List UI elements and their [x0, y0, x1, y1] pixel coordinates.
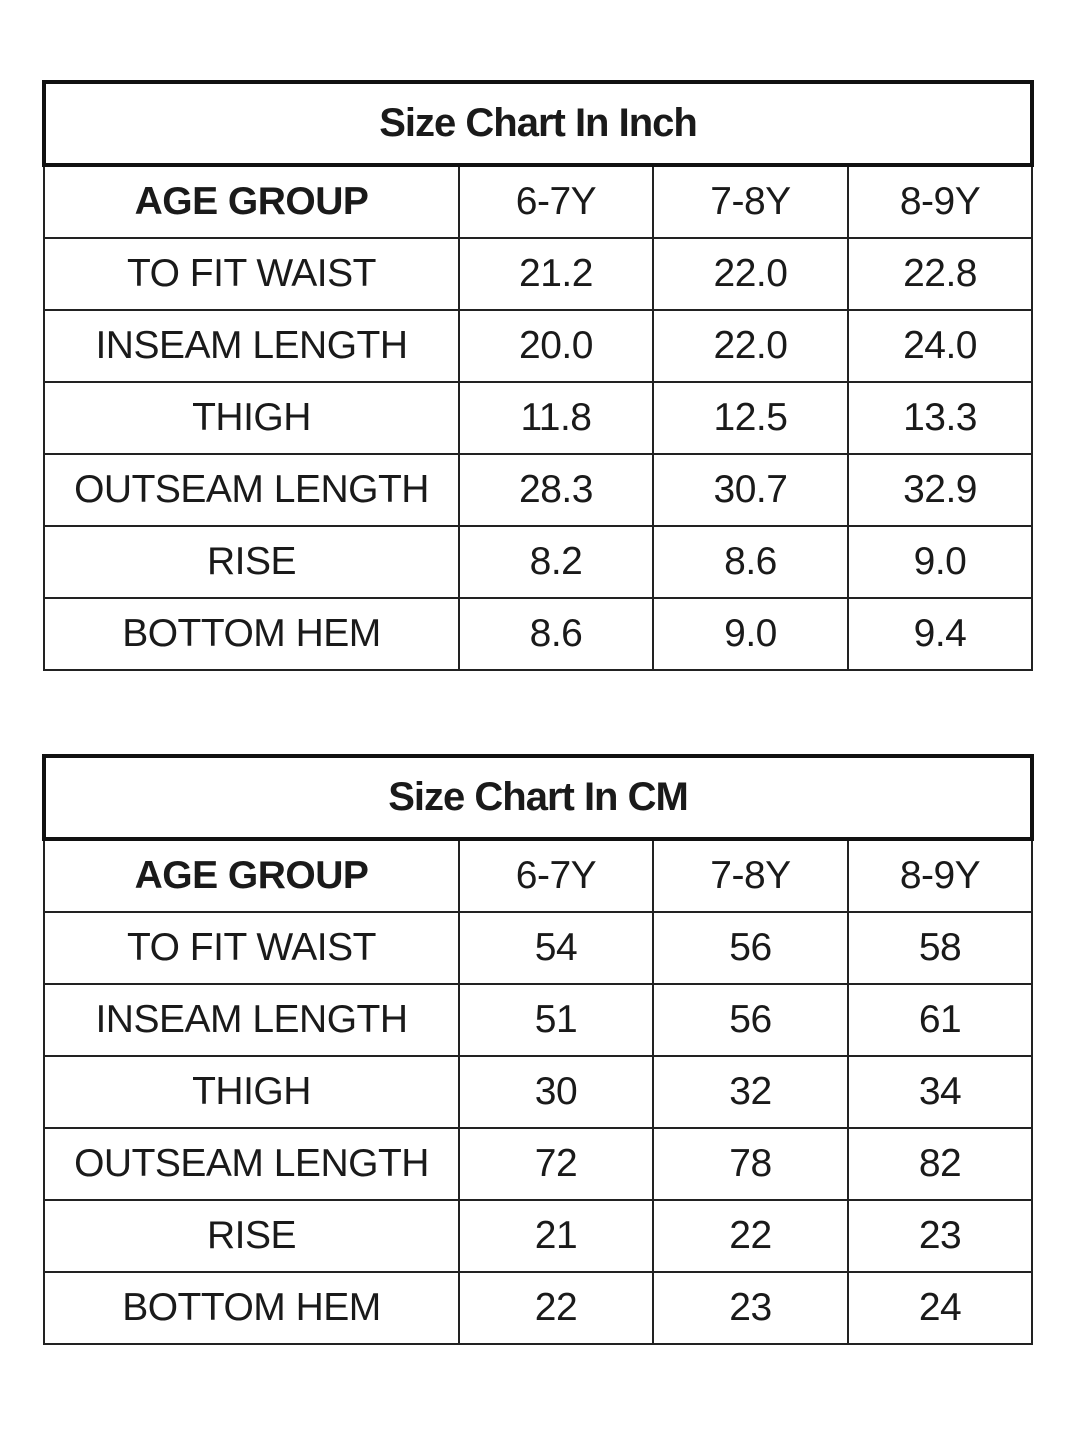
table-cell: 30	[459, 1056, 653, 1128]
table-title-row	[44, 82, 1032, 165]
table-cell: 9.0	[653, 598, 848, 670]
table-cell: 8.6	[653, 526, 848, 598]
table-row	[44, 1200, 1032, 1272]
table-title: Size Chart In CM	[44, 756, 1032, 839]
row-label: RISE	[44, 1200, 459, 1272]
table-cell: 24	[848, 1272, 1032, 1344]
table-row	[44, 238, 1032, 310]
header-cell: 7-8Y	[653, 165, 848, 238]
size-chart-cm-table	[42, 754, 1034, 1345]
row-label: OUTSEAM LENGTH	[44, 1128, 459, 1200]
table-row	[44, 1056, 1032, 1128]
header-label: AGE GROUP	[44, 165, 459, 238]
table-cell: 23	[653, 1272, 848, 1344]
table-row	[44, 526, 1032, 598]
table-cell: 56	[653, 912, 848, 984]
table-cell: 23	[848, 1200, 1032, 1272]
table-cell: 34	[848, 1056, 1032, 1128]
table-cell: 61	[848, 984, 1032, 1056]
table-header-row	[44, 165, 1032, 238]
table-row	[44, 984, 1032, 1056]
table-row	[44, 310, 1032, 382]
row-label: BOTTOM HEM	[44, 598, 459, 670]
row-label: RISE	[44, 526, 459, 598]
table-cell: 51	[459, 984, 653, 1056]
table-cell: 21	[459, 1200, 653, 1272]
table-cell: 32	[653, 1056, 848, 1128]
table-row	[44, 598, 1032, 670]
header-cell: 7-8Y	[653, 839, 848, 912]
header-cell: 6-7Y	[459, 839, 653, 912]
table-row	[44, 454, 1032, 526]
table-cell: 22	[459, 1272, 653, 1344]
row-label: OUTSEAM LENGTH	[44, 454, 459, 526]
row-label: THIGH	[44, 382, 459, 454]
row-label: TO FIT WAIST	[44, 912, 459, 984]
row-label: INSEAM LENGTH	[44, 310, 459, 382]
table-row	[44, 1272, 1032, 1344]
table-cell: 22.0	[653, 238, 848, 310]
table-cell: 22	[653, 1200, 848, 1272]
table-title: Size Chart In Inch	[44, 82, 1032, 165]
table-cell: 22.8	[848, 238, 1032, 310]
table-row	[44, 1128, 1032, 1200]
table-cell: 78	[653, 1128, 848, 1200]
table-cell: 9.0	[848, 526, 1032, 598]
row-label: INSEAM LENGTH	[44, 984, 459, 1056]
header-cell: 8-9Y	[848, 839, 1032, 912]
table-title-row	[44, 756, 1032, 839]
table-cell: 28.3	[459, 454, 653, 526]
row-label: BOTTOM HEM	[44, 1272, 459, 1344]
table-cell: 24.0	[848, 310, 1032, 382]
table-cell: 56	[653, 984, 848, 1056]
table-cell: 8.6	[459, 598, 653, 670]
table-cell: 11.8	[459, 382, 653, 454]
table-cell: 72	[459, 1128, 653, 1200]
table-cell: 8.2	[459, 526, 653, 598]
table-row	[44, 912, 1032, 984]
table-cell: 58	[848, 912, 1032, 984]
table-cell: 30.7	[653, 454, 848, 526]
table-cell: 82	[848, 1128, 1032, 1200]
table-cell: 21.2	[459, 238, 653, 310]
table-cell: 22.0	[653, 310, 848, 382]
header-cell: 6-7Y	[459, 165, 653, 238]
table-row	[44, 382, 1032, 454]
table-cell: 9.4	[848, 598, 1032, 670]
table-cell: 20.0	[459, 310, 653, 382]
header-label: AGE GROUP	[44, 839, 459, 912]
table-cell: 54	[459, 912, 653, 984]
table-cell: 32.9	[848, 454, 1032, 526]
size-chart-inch-table	[42, 80, 1034, 671]
row-label: THIGH	[44, 1056, 459, 1128]
table-header-row	[44, 839, 1032, 912]
table-cell: 13.3	[848, 382, 1032, 454]
table-cell: 12.5	[653, 382, 848, 454]
header-cell: 8-9Y	[848, 165, 1032, 238]
row-label: TO FIT WAIST	[44, 238, 459, 310]
